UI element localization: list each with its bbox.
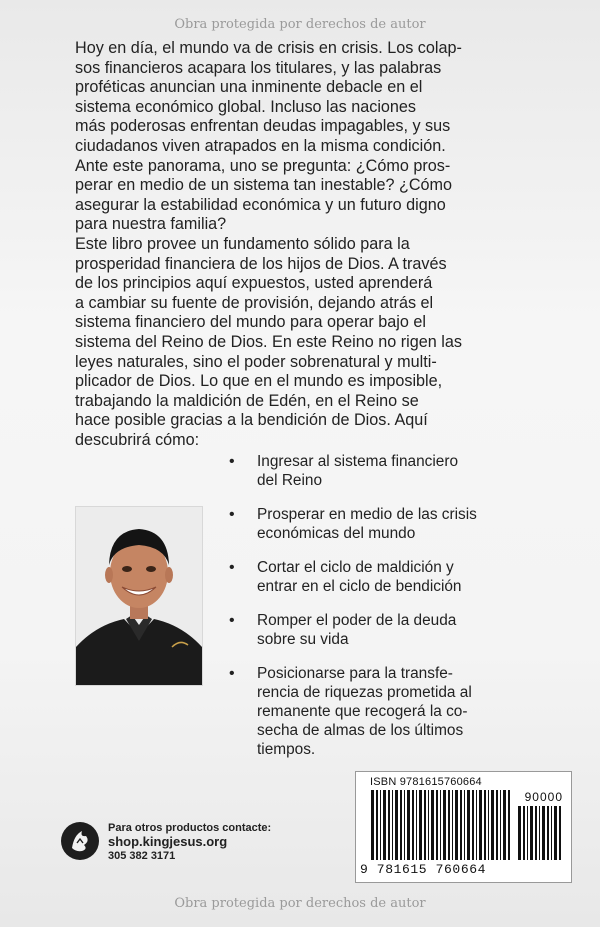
text-line: rencia de riquezas prometida al (257, 684, 472, 701)
text-line: del Reino (257, 472, 323, 489)
text-line: proféticas anuncian una inminente debacle en el (75, 78, 423, 97)
benefits-list (229, 452, 529, 774)
text-line: para nuestra familia? (75, 215, 227, 234)
list-item (229, 558, 529, 596)
description-paragraph-2 (75, 235, 525, 451)
text-line: asegurar la estabilidad económica y un futuro digno (75, 195, 446, 214)
text-line: sos financieros acapara los titulares, y las palabras (75, 58, 442, 77)
text-line: remanente que recogerá la co- (257, 703, 468, 720)
text-line: sobre su vida (257, 631, 349, 648)
list-item (229, 664, 529, 759)
text-line: Este libro provee un fundamento sólido para la (75, 235, 410, 253)
text-line: trabajando la maldición de Edén, en el Reino se (75, 391, 419, 410)
text-line: sistema del Reino de Dios. En este Reino no rigen las (75, 332, 462, 351)
text-line: sistema financiero del mundo para operar bajo el (75, 313, 426, 332)
text-line: Ante este panorama, uno se pregunta: ¿Cómo pros- (75, 156, 451, 175)
text-line: a cambiar su fuente de provisión, dejando atrás el (75, 293, 434, 312)
watermark-bottom: Obra protegida por derechos de autor (174, 896, 426, 911)
list-item (229, 452, 529, 490)
description-paragraph-1 (75, 39, 525, 235)
barcode-digits: 9 781615 760664 (360, 862, 487, 877)
addon-barcode-icon (518, 806, 564, 860)
contact-label: Para otros productos contacte: (108, 822, 272, 834)
text-line: secha de almas de los últimos (257, 722, 464, 739)
text-line: perar en medio de un sistema tan inestable? ¿Cómo (75, 176, 453, 195)
text-line: prosperidad financiera de los hijos de Dios. A través (75, 254, 447, 273)
author-portrait-illustration (76, 507, 202, 685)
isbn-number: ISBN 9781615760664 (370, 776, 482, 788)
ministry-logo-icon (60, 821, 100, 861)
text-line: leyes naturales, sino el poder sobrenatural y multi- (75, 352, 437, 371)
text-line: Prosperar en medio de las crisis (257, 506, 477, 523)
isbn-barcode (355, 771, 572, 883)
bullet-icon: • (229, 559, 235, 576)
text-line: tiempos. (257, 741, 316, 758)
bullet-icon: • (229, 453, 235, 470)
main-barcode-icon (371, 790, 511, 860)
text-line: plicador de Dios. Lo que en el mundo es imposible, (75, 372, 443, 391)
text-line: Romper el poder de la deuda (257, 612, 457, 629)
text-line: de los principios aquí expuestos, usted aprenderá (75, 274, 433, 293)
list-item (229, 611, 529, 649)
author-photo (75, 506, 203, 686)
text-line: descubrirá cómo: (75, 430, 200, 449)
contact-url[interactable]: shop.kingjesus.org (108, 834, 228, 849)
price-code: 90000 (524, 790, 563, 804)
bullet-icon: • (229, 506, 235, 523)
text-line: Ingresar al sistema financiero (257, 453, 459, 470)
text-line: Hoy en día, el mundo va de crisis en crisis. Los colap- (75, 39, 462, 57)
contact-phone: 305 382 3171 (108, 850, 176, 862)
watermark-top: Obra protegida por derechos de autor (174, 17, 426, 32)
text-line: Posicionarse para la transfe- (257, 665, 453, 682)
bullet-icon: • (229, 612, 235, 629)
list-item (229, 505, 529, 543)
text-line: entrar en el ciclo de bendición (257, 578, 462, 595)
bullet-icon: • (229, 665, 235, 682)
text-line: económicas del mundo (257, 525, 416, 542)
text-line: Cortar el ciclo de maldición y (257, 559, 454, 576)
text-line: más poderosas enfrentan deudas impagables, y sus (75, 117, 451, 136)
contact-text (108, 821, 348, 863)
text-line: hace posible gracias a la bendición de Dios. Aquí (75, 411, 428, 430)
text-line: ciudadanos viven atrapados en la misma condición. (75, 136, 446, 155)
text-line: sistema económico global. Incluso las naciones (75, 97, 417, 116)
